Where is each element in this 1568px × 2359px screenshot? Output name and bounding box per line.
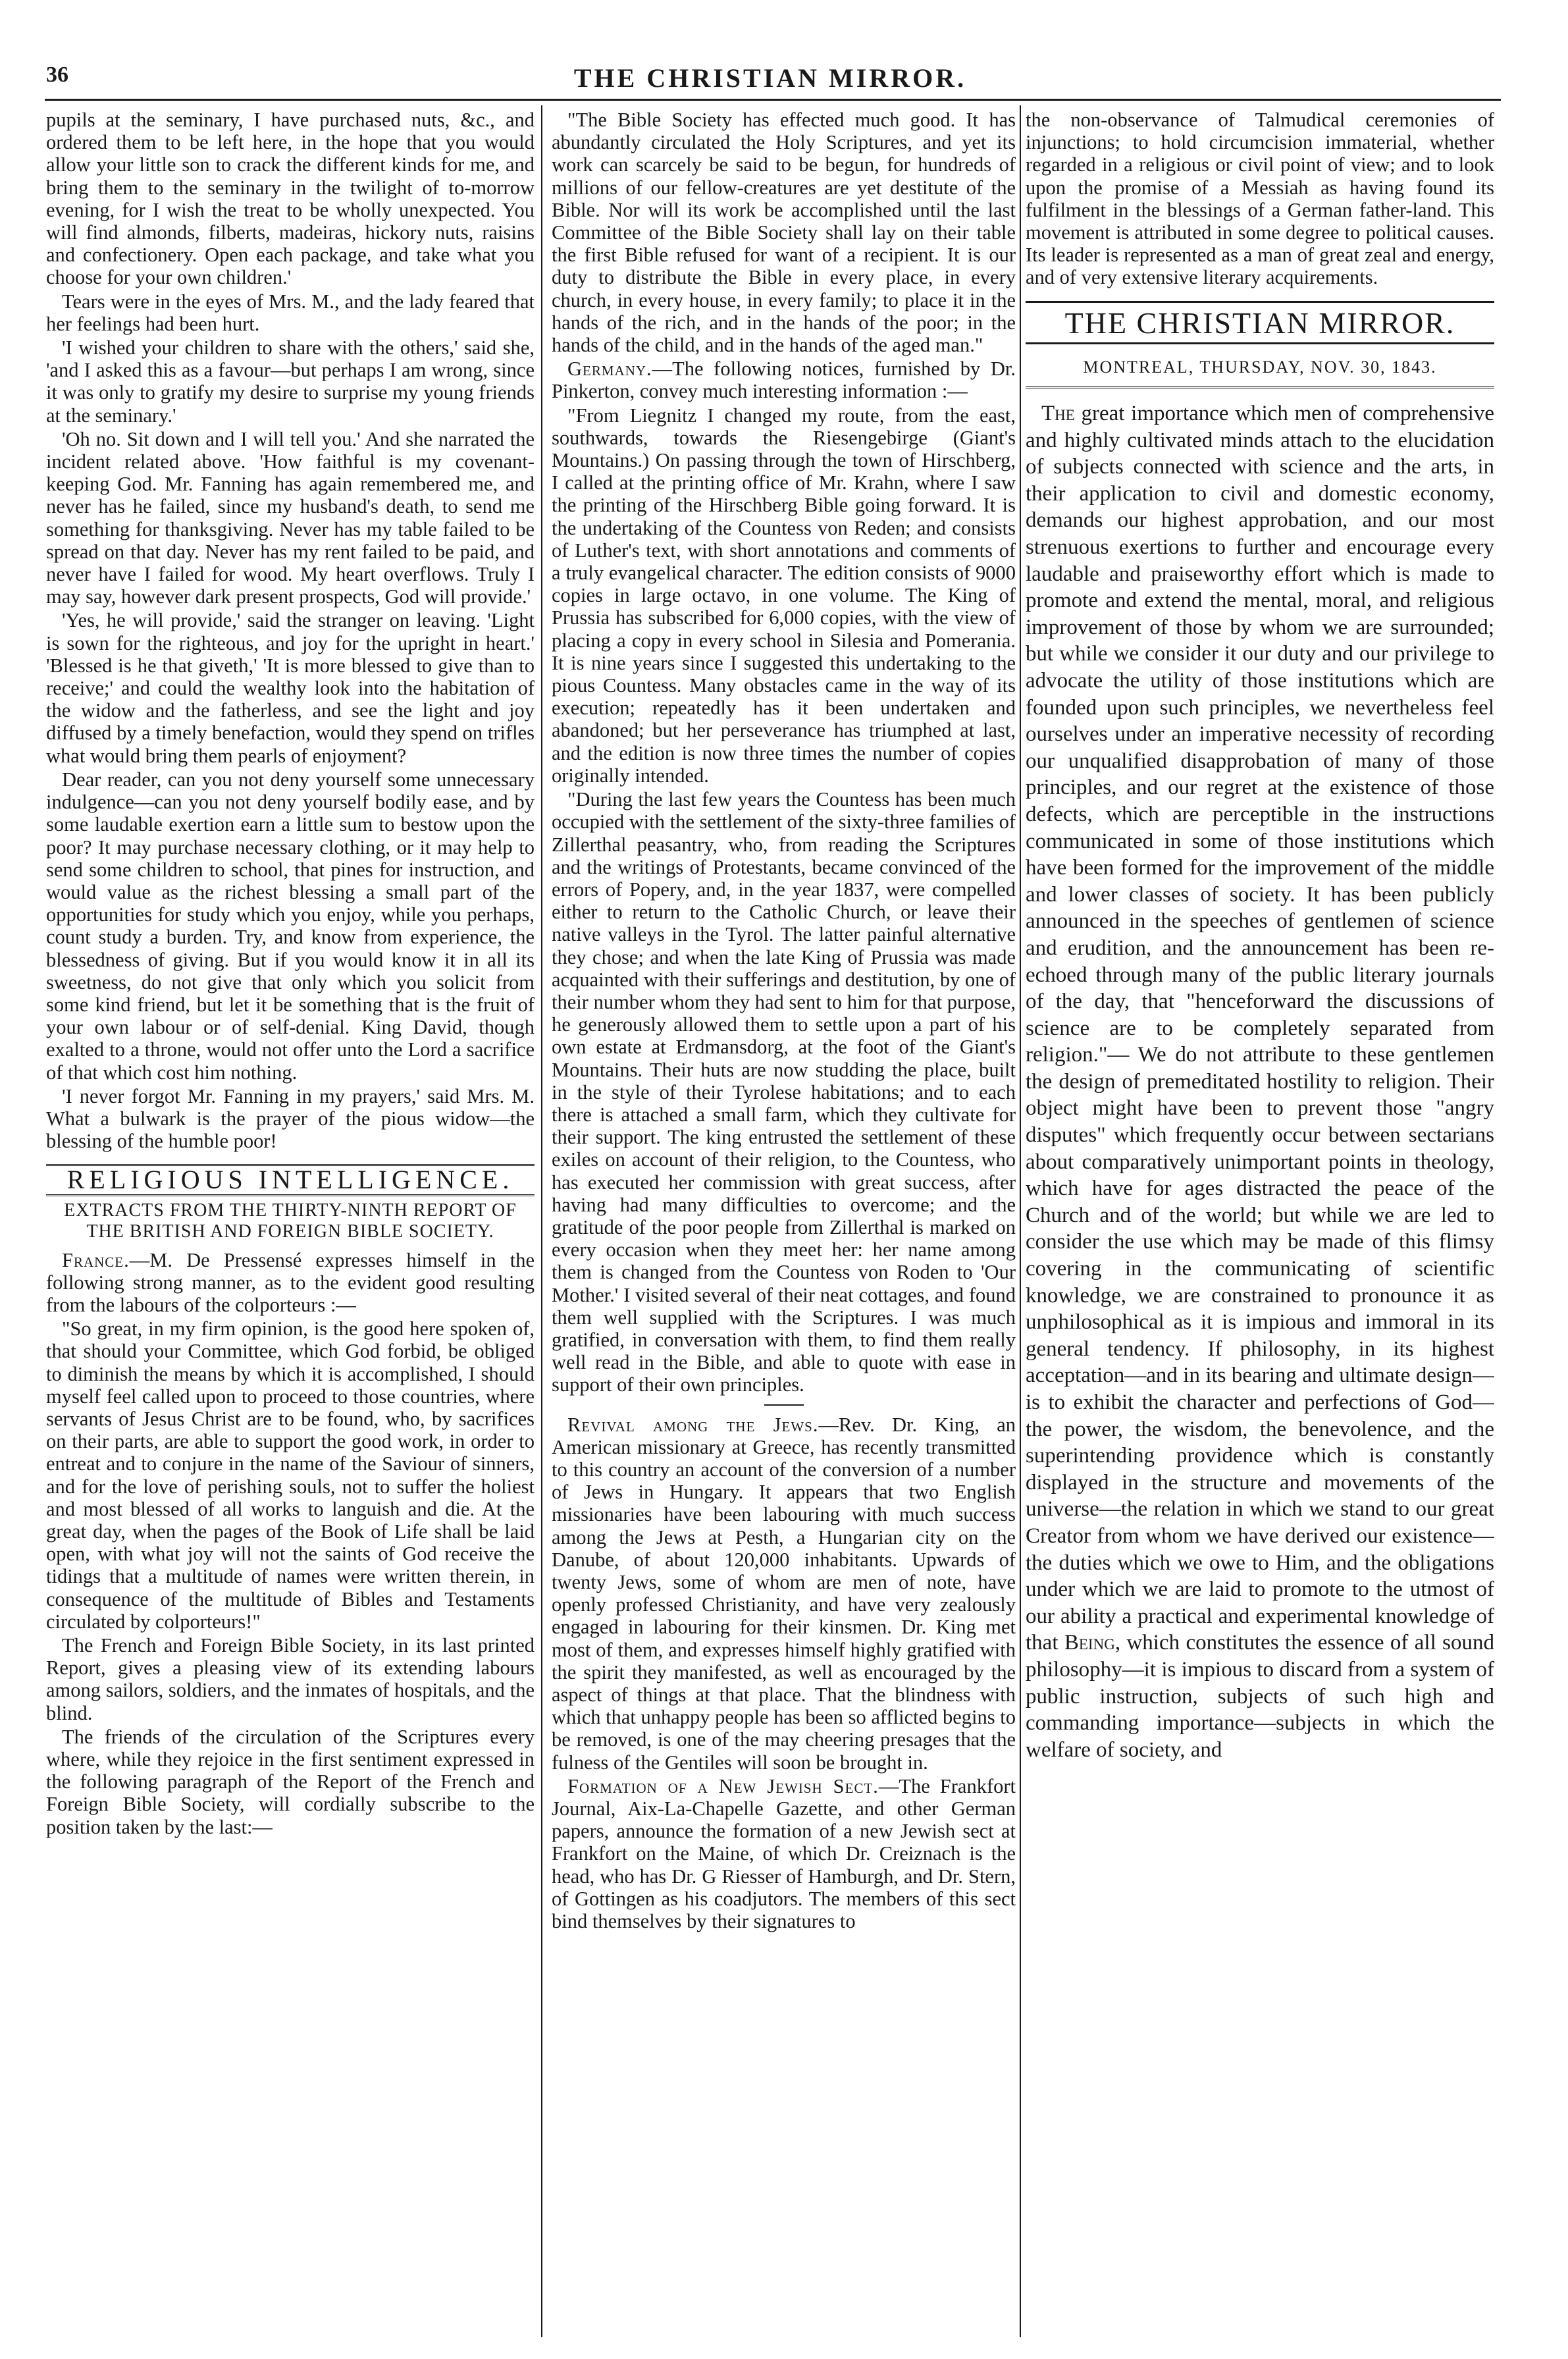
editorial-lead: The (1041, 402, 1075, 426)
column-divider-1 (541, 105, 542, 2337)
paragraph: "From Liegnitz I changed my route, from the east, southwards, towards the Riesengebirge (Giant's Mountains.) On passing through the town of Hirschberg, I called at the printing office of Mr. Krahn, where I saw the printing of the Hirschberg Bible going forward. It is the undertaking of the Countess von Reden; and consists of Luther's text, with short annotations and comments of a truly evangelical character. The edition consists of 9000 copies in large octavo, in one volume. The King of Prussia has subscribed for 6,000 copies, with the view of placing a copy in every school in Silesia and Pomerania. It is nine years since I suggested this undertaking to the pious Countess. Many obstacles came in the way of its execution; repeatedly has it been undertaken and abandoned; but her perseverance has triumphed at last, and the edition is now three times the number of copies originally intended. (552, 404, 1016, 787)
paragraph: 'I never forgot Mr. Fanning in my prayers,' said Mrs. M. What a bulwark is the prayer of the pious widow—the blessing of the humble poor! (46, 1084, 535, 1153)
column-2 (552, 109, 1016, 2347)
paragraph: The French and Foreign Bible Society, in its last printed Report, gives a pleasing view of its extending labours among sailors, soldiers, and the inmates of hospitals, and the blind. (46, 1634, 535, 1724)
paragraph: Tears were in the eyes of Mrs. M., and the lady feared that her feelings had been hurt. (46, 290, 535, 335)
france-paragraph (46, 1249, 535, 1317)
formation-paragraph (552, 1775, 1016, 1932)
dateline: MONTREAL, THURSDAY, NOV. 30, 1843. (1026, 344, 1494, 388)
editorial-paragraph (1026, 400, 1494, 1763)
revival-text: —Rev. Dr. King, an American missionary at Greece, has recently transmitted to this country an account of the conversion of a number of Jews in Hungary. It appears that two English missionaries have been labouring with much success among the Jews at Pesth, a Hungarian city on the Danube, of about 120,000 inhabitants. Upwards of twenty Jews, some of whom are men of note, have openly professed Christianity, and have very zealously engaged in labouring for their kinsmen. Dr. King met most of them, and expresses himself highly gratified with the spirit they manifested, as well as encouraged by the aspect of things at that place. That the blindness with which that unhappy people has been so afflicted begins to be removed, is one of the may cheering presages that the fulness of the Gentiles will soon be brought in. (552, 1413, 1016, 1774)
quote-paragraph: "So great, in my firm opinion, is the good here spoken of, that should your Committee, which God forbid, be obliged to diminish the means by which it is accomplished, I should myself feel called upon to proceed to those countries, where servants of Jesus Christ are to be found, who, by sacrifices on their parts, are able to support the good work, in order to entreat and to conjure in the name of the Saviour of sinners, and for the love of perishing souls, not to suffer the holiest and most blessed of all works to languish and die. At the great day, when the pages of the Book of Life shall be laid open, with what joy will not the saints of God receive the tidings that a multitude of names were written therein, in consequence of the multitude of Bibles and Testaments circulated by colporteurs!" (46, 1317, 535, 1633)
masthead: THE CHRISTIAN MIRROR. (1026, 301, 1494, 344)
column-3 (1026, 109, 1494, 2347)
continuation-paragraph: the non-observance of Talmudical ceremonies of injunctions; to hold circumcision immaterial, whether regarded in a religious or civil point of view; and to look upon the promise of a Messiah as having found its fulfilment in the blessings of a German father-land. This movement is attributed in some degree to political causes. Its leader is represented as a man of great zeal and energy, and of very extensive literary acquirements. (1026, 109, 1494, 289)
formation-text: —The Frankfort Journal, Aix-La-Chapelle Gazette, and other German papers, announce the formation of a new Jewish sect at Frankfort on the Maine, of which Dr. Creiznach is the head, who has Dr. G Riesser of Hamburgh, and Dr. Stern, of Gottingen as his coadjutors. The members of this sect bind themselves by their signatures to (552, 1774, 1016, 1933)
editorial (1026, 400, 1494, 1763)
header-rule (45, 99, 1501, 101)
revival-label: Revival among the Jews. (567, 1413, 819, 1436)
paragraph: pupils at the seminary, I have purchased nuts, &c., and ordered them to be left here, in the hope that you would allow your little son to crack the different kinds for me, and bring them to the seminary in the twilight of to-morrow evening, for I wish the treat to be wholly unexpected. You will find almonds, filberts, madeiras, hickory nuts, raisins and confectionery. Open each package, and take what you choose for your own children.' (46, 109, 535, 289)
france-label: France. (62, 1248, 130, 1271)
germany-intro: —The following notices, furnished by Dr. Pinkerton, convey much interesting information :— (552, 358, 1016, 403)
formation-label: Formation of a New Jewish Sect. (567, 1774, 879, 1797)
page-number: 36 (46, 63, 68, 87)
section-heading-religious-intelligence: RELIGIOUS INTELLIGENCE. (46, 1164, 535, 1196)
paragraph: "During the last few years the Countess has been much occupied with the settlement of the sixty-three families of Zillerthal peasantry, who, from reading the Scriptures and the writings of Protestants, became convinced of the errors of Popery, and, in the year 1837, were compelled either to return to the Catholic Church, or leave their native valleys in the Tyrol. The latter painful alternative they chose; and when the late King of Prussia was made acquainted with their sufferings and destitution, by one of their number whom they had sent to him for that purpose, he generously allowed them to settle upon a part of his own estate at Erdmansdorg, at the foot of the Giant's Mountains. Their huts are now studding the place, built in the style of their Tyrolese habitations; and to each there is attached a small farm, which they cultivate for their support. The king entrusted the settlement of these exiles on account of their religion, to the Countess, who has executed her commission with great success, after having had many difficulties to overcome; and the gratitude of the poor people from Zillerthal is marked on every occasion when they meet her: her name among them is changed from the Countess von Roden to 'Our Mother.' I visited several of their neat cottages, and found them well supplied with the Scriptures. I was much gratified, in conversation with them, to find them really well read in the Bible, and able to quote with ease in support of their own principles. (552, 788, 1016, 1396)
editorial-text-end: which constitutes the essence of all sound philosophy—it is impious to discard from a system of public instruction, subjects of such high and commanding importance—subjects in which the welfare of society, and (1026, 1631, 1494, 1762)
paragraph: 'Oh no. Sit down and I will tell you.' And she narrated the incident related above. 'How faithful is my covenant-keeping God. Mr. Fanning has again remembered me, and never has he failed, since my husband's death, to send me something for thanksgiving. Never has my table failed to be spread on that day. Never has my rent failed to be paid, and never have I failed for wood. My heart overflows. Truly I may say, however dark present prospects, God will provide.' (46, 427, 535, 608)
paragraph: The friends of the circulation of the Scriptures every where, while they rejoice in the first sentiment expressed in the following paragraph of the Report of the French and Foreign Bible Society, will cordially subscribe to the position taken by the last:— (46, 1725, 535, 1838)
paragraph: "The Bible Society has effected much good. It has abundantly circulated the Holy Scriptures, and yet its work can scarcely be said to be begun, for hundreds of millions of our fellow-creatures are yet destitute of the Bible. Nor will its work be accomplished until the last Committee of the Bible Society shall lay on their table the first Bible refused for want of a recipient. It is our duty to distribute the Bible in every place, in every church, in every house, in every family; to place it in the hands of the rich, and in the hands of the poor; in the hands of the child, and in the hands of the aged man." (552, 109, 1016, 357)
paragraph: 'I wished your children to share with the others,' said she, 'and I asked this as a favour—but perhaps I am wrong, since it was only to gratify my desire to surprise my young friends at the seminary.' (46, 336, 535, 427)
paragraph: Dear reader, can you not deny yourself some unnecessary indulgence—can you not deny yourself bodily ease, and by some laudable exertion earn a little sum to bestow upon the poor? It may purchase necessary clothing, or it may help to send some children to school, that pines for instruction, and would value as the richest blessing a small part of the opportunities for study which you enjoy, while you perhaps, count study a burden. Try, and know from experience, the blessedness of giving. But if you would know it in all its sweetness, do not give that only which you solicit from some kind friend, but let it be something that is the fruit of your own labour or of self-denial. King David, though exalted to a throne, would not offer unto the Lord a sacrifice of that which cost him nothing. (46, 768, 535, 1084)
being-word: Being, (1064, 1631, 1121, 1655)
column-divider-2 (1020, 105, 1021, 2337)
paragraph: 'Yes, he will provide,' said the stranger on leaving. 'Light is sown for the righteous, and joy for the upright in heart.' 'Blessed is he that giveth,' 'It is more blessed to give than to receive;' and could the wealthy look into the habitation of the widow and the fatherless, and see the light and joy diffused by a timely benefaction, would they spend on trifles what would bring them pearls of enjoyment? (46, 609, 535, 767)
germany-paragraph (552, 358, 1016, 402)
editorial-text: great importance which men of comprehensive and highly cultivated minds attach to the elucidation of subjects connected with science and the arts, in their application to civil and domestic economy, demands our highest approbation, and our most strenuous exertions to further and encourage every laudable and praiseworthy effort which is made to promote and extend the mental, moral, and religious improvement of those by whom we are surrounded; but while we consider it our duty and our privilege to advocate the utility of those institutions which are founded upon such principles, we nevertheless feel ourselves under an imperative necessity of recording our unqualified disapprobation of many of those principles, and our regret at the existence of those defects, which are perceptible in the instructions communicated in some of those institutions which have been formed for the improvement of the middle and lower classes of society. It has been publicly announced in the speeches of gentlemen of science and erudition, and the announcement has been re-echoed through many of the public literary journals of the day, that "henceforward the discussions of science are to be completely separated from religion."— We do not attribute to these gentlemen the design of premeditated hostility to religion. Their object might have been to prevent those "angry disputes" which frequently occur between sectarians about comparatively unimportant points in theology, which have for ages distracted the peace of the Church and of the world; but while we are led to consider the use which may be made of this flimsy covering in the communicating of scientific knowledge, we are constrained to pronounce it as unphilosophical as it is impious and immoral in its general tendency. If philosophy, in its highest acceptation—and in its bearing and ultimate design—is to exhibit the character and perfections of God—the power, the wisdom, the benevolence, and the superintending providence which is constantly displayed in the structure and movements of the universe—the relation in which we stand to our great Creator from whom we have derived our existence—the duties which we owe to Him, and the obligations under which we are laid to promote to the utmost of our ability a practical and experimental knowledge of that (1026, 402, 1494, 1655)
running-head (46, 63, 1494, 102)
revival-paragraph (552, 1414, 1016, 1774)
germany-label: Germany. (567, 358, 652, 381)
separator-rule (764, 1404, 804, 1406)
france-intro: —M. De Pressensé expresses himself in the following strong manner, as to the evident good resulting from the labours of the colporteurs :— (46, 1248, 535, 1316)
column-1 (46, 109, 535, 2347)
report-subheading: EXTRACTS FROM THE THIRTY-NINTH REPORT OF THE BRITISH AND FOREIGN BIBLE SOCIETY. (64, 1200, 517, 1242)
running-title: THE CHRISTIAN MIRROR. (573, 63, 967, 93)
